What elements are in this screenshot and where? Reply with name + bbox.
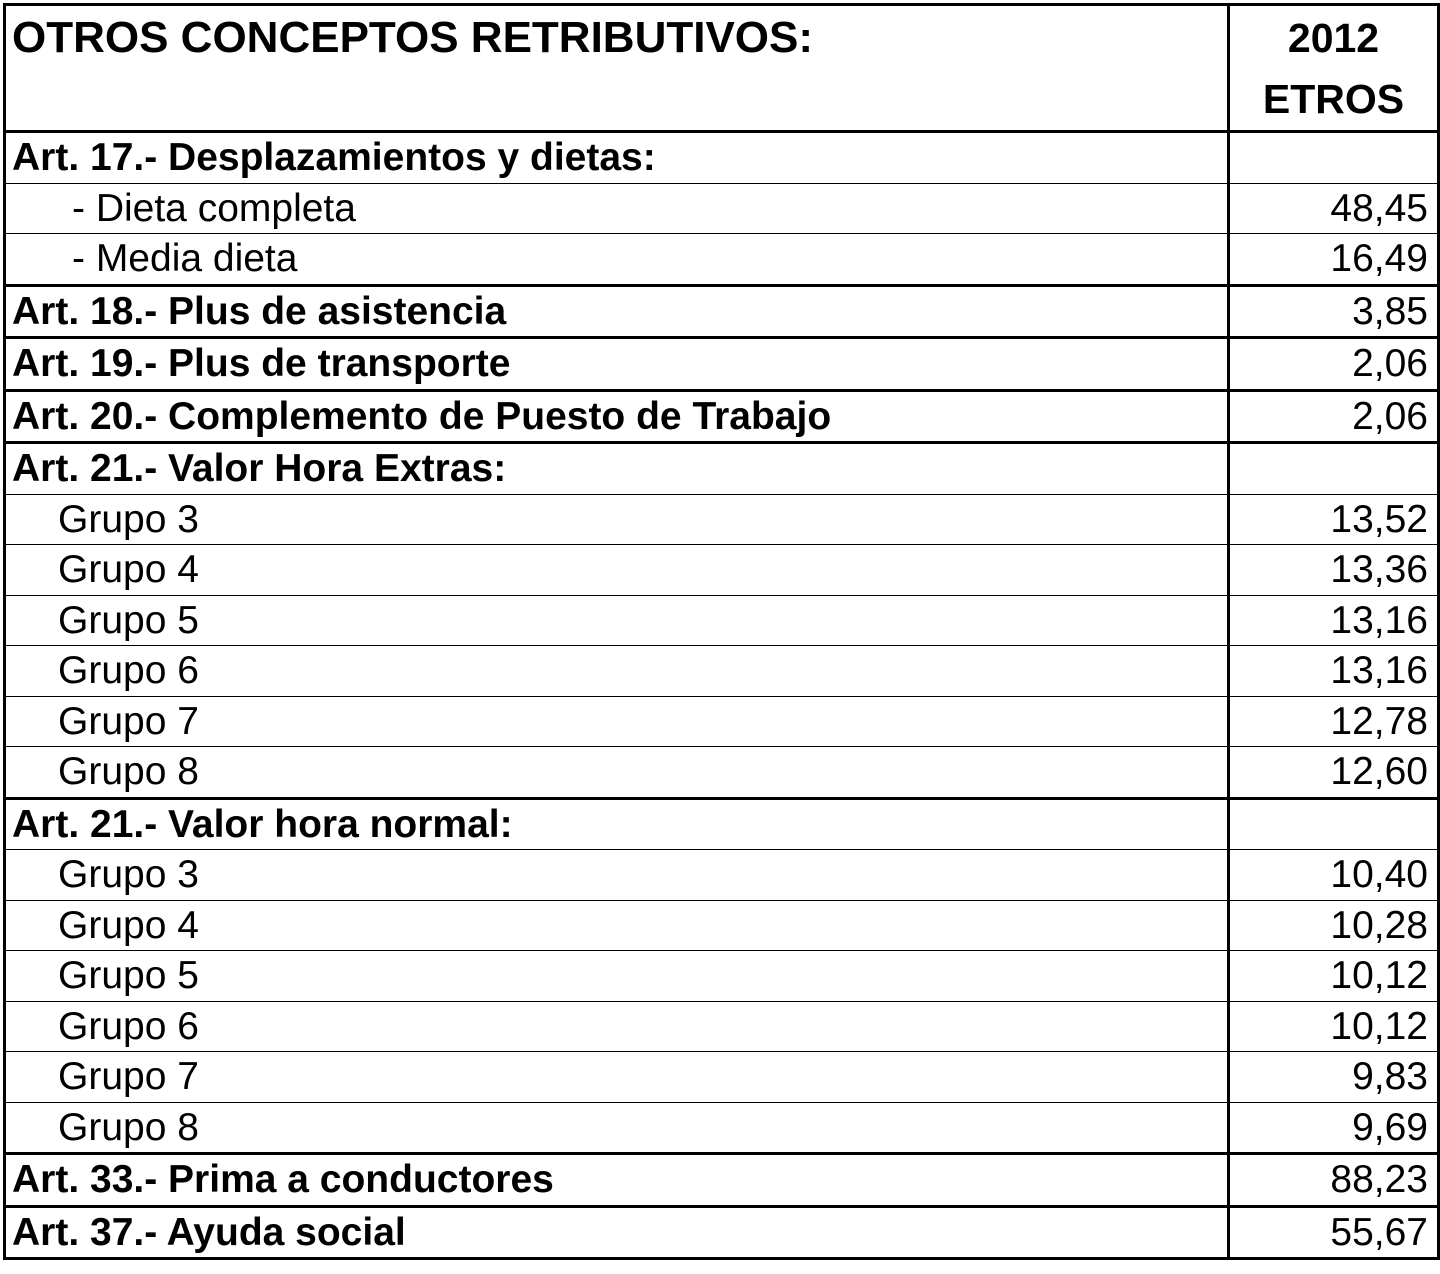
row-label: Grupo 7 (5, 696, 1229, 747)
row-label: Art. 21.- Valor hora normal: (5, 798, 1229, 850)
row-label: Grupo 6 (5, 646, 1229, 697)
row-label: Art. 21.- Valor Hora Extras: (5, 443, 1229, 495)
table-row (5, 951, 1439, 1002)
row-value: 10,12 (1229, 1001, 1439, 1052)
row-value: 88,23 (1229, 1154, 1439, 1207)
row-label: Art. 33.- Prima a conductores (5, 1154, 1229, 1207)
retribution-table (3, 3, 1440, 1260)
row-value: 10,40 (1229, 850, 1439, 901)
table-row (5, 494, 1439, 545)
row-value: 13,36 (1229, 545, 1439, 596)
table-row (5, 234, 1439, 286)
row-value: 13,16 (1229, 595, 1439, 646)
row-label: Grupo 8 (5, 1102, 1229, 1154)
table-row-art21-extras (5, 443, 1439, 495)
table-row (5, 595, 1439, 646)
table-row (5, 545, 1439, 596)
table-row-art20 (5, 390, 1439, 443)
row-label: Grupo 5 (5, 595, 1229, 646)
row-value (1229, 798, 1439, 850)
row-value (1229, 132, 1439, 184)
row-value: 12,78 (1229, 696, 1439, 747)
table-row (5, 1001, 1439, 1052)
row-value: 3,85 (1229, 285, 1439, 338)
row-value: 9,83 (1229, 1052, 1439, 1103)
row-label: Grupo 7 (5, 1052, 1229, 1103)
year-column-header (1229, 5, 1439, 132)
row-label: - Media dieta (5, 234, 1229, 286)
row-label: Grupo 8 (5, 747, 1229, 799)
row-label: Grupo 5 (5, 951, 1229, 1002)
table-row-art33 (5, 1154, 1439, 1207)
row-label: Grupo 3 (5, 850, 1229, 901)
table-row-art37 (5, 1206, 1439, 1259)
row-value: 16,49 (1229, 234, 1439, 286)
table-row (5, 696, 1439, 747)
table-row-art17 (5, 132, 1439, 184)
row-value: 13,52 (1229, 494, 1439, 545)
row-value: 13,16 (1229, 646, 1439, 697)
row-value: 48,45 (1229, 183, 1439, 234)
row-value: 2,06 (1229, 390, 1439, 443)
row-label: Art. 37.- Ayuda social (5, 1206, 1229, 1259)
row-label: Grupo 6 (5, 1001, 1229, 1052)
currency-label: ETROS (1262, 76, 1405, 122)
year-label: 2012 (1287, 15, 1380, 61)
row-value: 10,28 (1229, 900, 1439, 951)
row-label: Grupo 3 (5, 494, 1229, 545)
row-label: Art. 18.- Plus de asistencia (5, 285, 1229, 338)
row-label: - Dieta completa (5, 183, 1229, 234)
table-row-art19 (5, 338, 1439, 391)
row-value: 10,12 (1229, 951, 1439, 1002)
table-row (5, 900, 1439, 951)
table-row (5, 183, 1439, 234)
row-value: 55,67 (1229, 1206, 1439, 1259)
table-row (5, 747, 1439, 799)
row-value (1229, 443, 1439, 495)
table-row (5, 1052, 1439, 1103)
row-label: Art. 19.- Plus de transporte (5, 338, 1229, 391)
table-header-row (5, 5, 1439, 132)
row-value: 9,69 (1229, 1102, 1439, 1154)
row-label: Grupo 4 (5, 900, 1229, 951)
row-label: Art. 17.- Desplazamientos y dietas: (5, 132, 1229, 184)
row-value: 12,60 (1229, 747, 1439, 799)
table-row (5, 1102, 1439, 1154)
row-label: Grupo 4 (5, 545, 1229, 596)
table-row-art18 (5, 285, 1439, 338)
row-value: 2,06 (1229, 338, 1439, 391)
table-row (5, 646, 1439, 697)
row-label: Art. 20.- Complemento de Puesto de Trabajo (5, 390, 1229, 443)
table-row-art21-normal (5, 798, 1439, 850)
table-title: OTROS CONCEPTOS RETRIBUTIVOS: (5, 5, 1229, 132)
table-row (5, 850, 1439, 901)
